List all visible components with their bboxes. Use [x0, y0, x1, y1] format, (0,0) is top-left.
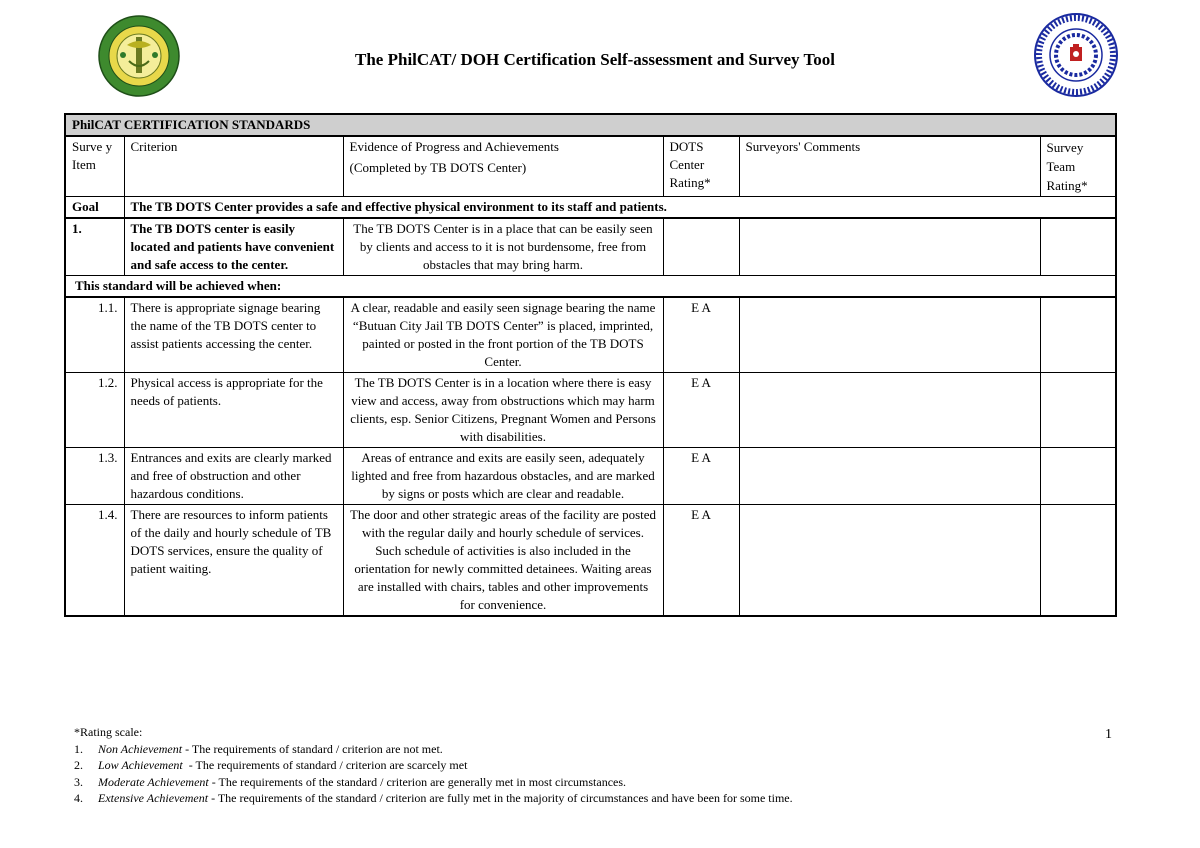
row-team-rating[interactable] — [1040, 448, 1116, 505]
row-center-rating: E A — [663, 373, 739, 448]
standards-band-row — [65, 114, 1116, 136]
footnote-number: 4. — [74, 791, 83, 805]
row-center-rating: E A — [663, 297, 739, 373]
standards-table — [64, 113, 1117, 617]
footnote-item — [74, 741, 793, 758]
footnote-text: - The requirements of standard / criterion are scarcely met — [182, 758, 468, 772]
row-criterion: Physical access is appropriate for the needs of patients. — [124, 373, 343, 448]
standard-team-rating-cell — [1040, 218, 1116, 276]
row-criterion: There is appropriate signage bearing the name of the TB DOTS center to assist patients accessing the center. — [124, 297, 343, 373]
goal-row — [65, 197, 1116, 219]
header-evidence-line1: Evidence of Progress and Achievements — [349, 139, 559, 154]
goal-label: Goal — [65, 197, 124, 219]
row-evidence: Areas of entrance and exits are easily seen, adequately lighted and free from hazardous obstacles, and are marked by signs or posts which are clear and readable. — [343, 448, 663, 505]
table-header-row — [65, 136, 1116, 197]
header-evidence — [343, 136, 663, 197]
footnote-term: Non Achievement — [98, 741, 183, 756]
row-criterion: There are resources to inform patients of the daily and hourly schedule of TB DOTS services, ensure the quality of patient waiting. — [124, 505, 343, 617]
achieved-when-label: This standard will be achieved when: — [65, 276, 1116, 298]
rating-scale-footnote — [74, 724, 793, 807]
standard-number: 1. — [65, 218, 124, 276]
footnote-term: Low Achievement — [98, 758, 183, 772]
standards-band-label: PhilCAT CERTIFICATION STANDARDS — [65, 114, 1116, 136]
row-center-rating: E A — [663, 505, 739, 617]
standard-criterion: The TB DOTS center is easily located and patients have convenient and safe access to the center. — [124, 218, 343, 276]
footnote-item — [74, 757, 793, 774]
footnote-text: - The requirements of the standard / criterion are fully met in the majority of circumstances and have been for some time. — [208, 791, 793, 805]
philcat-seal-icon — [1032, 13, 1120, 97]
doh-seal-icon — [97, 15, 181, 97]
page-title: The PhilCAT/ DOH Certification Self-assessment and Survey Tool — [355, 50, 835, 69]
row-comments[interactable] — [739, 373, 1040, 448]
row-evidence: The TB DOTS Center is in a location where there is easy view and access, away from obstructions which may harm clients, esp. Senior Citizens, Pregnant Women and Persons with disabilities. — [343, 373, 663, 448]
footnote-text: - The requirements of standard / criterion are not met. — [182, 741, 443, 756]
row-comments[interactable] — [739, 505, 1040, 617]
header-survey-item: Surve y Item — [65, 136, 124, 197]
row-item: 1.2. — [65, 373, 124, 448]
row-team-rating[interactable] — [1040, 373, 1116, 448]
table-row — [65, 373, 1116, 448]
header-evidence-line2: (Completed by TB DOTS Center) — [349, 160, 527, 175]
page-number: 1 — [1105, 727, 1112, 742]
row-item: 1.1. — [65, 297, 124, 373]
footnote-number: 3. — [74, 774, 83, 789]
row-comments[interactable] — [739, 448, 1040, 505]
table-row — [65, 505, 1116, 617]
standard-row — [65, 218, 1116, 276]
footnote-number: 1. — [74, 741, 83, 756]
row-evidence: A clear, readable and easily seen signage bearing the name “Butuan City Jail TB DOTS Center” is placed, imprinted, painted or posted in the front portion of the TB DOTS Center. — [343, 297, 663, 373]
table-row — [65, 448, 1116, 505]
header-team-rating: Survey Team Rating* — [1040, 136, 1116, 197]
row-comments[interactable] — [739, 297, 1040, 373]
footnote-item — [74, 790, 793, 807]
row-item: 1.3. — [65, 448, 124, 505]
row-team-rating[interactable] — [1040, 297, 1116, 373]
row-item: 1.4. — [65, 505, 124, 617]
footnote-item — [74, 774, 793, 791]
row-evidence: The door and other strategic areas of the facility are posted with the regular daily and hourly schedule of services. Such schedule of activities is also included in the orientation for newly committed detainees. Waiting areas are installed with chairs, tables and other improvements for convenience. — [343, 505, 663, 617]
standard-comments-cell — [739, 218, 1040, 276]
standard-center-rating-cell — [663, 218, 739, 276]
footnote-term: Moderate Achievement — [98, 774, 209, 789]
header-center-rating: DOTS Center Rating* — [663, 136, 739, 197]
row-criterion: Entrances and exits are clearly marked and free of obstruction and other hazardous conditions. — [124, 448, 343, 505]
achieved-when-row — [65, 276, 1116, 298]
table-row — [65, 297, 1116, 373]
header-criterion: Criterion — [124, 136, 343, 197]
header-comments: Surveyors' Comments — [739, 136, 1040, 197]
footnote-heading: *Rating scale: — [74, 725, 143, 739]
row-center-rating: E A — [663, 448, 739, 505]
footnote-term: Extensive Achievement — [98, 791, 209, 805]
row-team-rating[interactable] — [1040, 505, 1116, 617]
footnote-number: 2. — [74, 758, 83, 772]
goal-text: The TB DOTS Center provides a safe and effective physical environment to its staff and patients. — [124, 197, 1116, 219]
footnote-text: - The requirements of the standard / criterion are generally met in most circumstances. — [208, 774, 627, 789]
standard-evidence: The TB DOTS Center is in a place that can be easily seen by clients and access to it is not burdensome, free from obstacles that may bring harm. — [343, 218, 663, 276]
